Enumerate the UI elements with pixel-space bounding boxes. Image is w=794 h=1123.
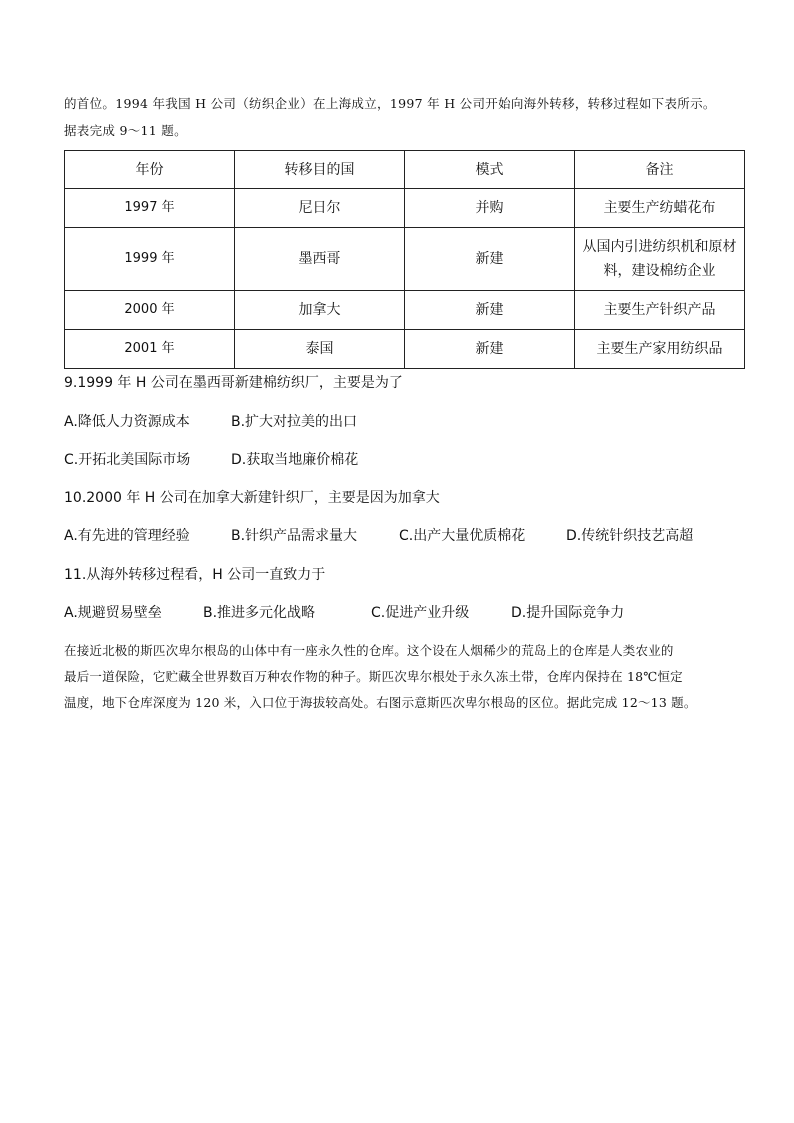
cell-country: 墨西哥 <box>235 228 405 291</box>
header-country: 转移目的国 <box>235 151 405 189</box>
cell-year: 1999 年 <box>65 228 235 291</box>
question-9-option-c: C.开拓北美国际市场 <box>64 452 191 468</box>
cell-year: 1997 年 <box>65 189 235 228</box>
header-note: 备注 <box>575 151 745 189</box>
question-9-option-b: B.扩大对拉美的出口 <box>231 414 358 430</box>
passage-paragraph <box>64 638 764 716</box>
cell-country: 尼日尔 <box>235 189 405 228</box>
intro-paragraph <box>64 90 744 144</box>
header-year: 年份 <box>65 151 235 189</box>
header-mode: 模式 <box>405 151 575 189</box>
transfer-table <box>64 150 745 369</box>
cell-country: 泰国 <box>235 330 405 369</box>
question-10-option-b: B.针织产品需求量大 <box>231 528 358 544</box>
cell-year: 2000 年 <box>65 291 235 330</box>
passage-line-3: 温度，地下仓库深度为 120 米，入口位于海拔较高处。右图示意斯匹次卑尔根岛的区位。据此完成 12～13 题。 <box>64 695 697 710</box>
question-11-option-a: A.规避贸易壁垒 <box>64 605 162 621</box>
question-10-option-d: D.传统针织技艺高超 <box>566 528 694 544</box>
question-11-option-c: C.促进产业升级 <box>371 605 470 621</box>
table-row <box>65 228 745 291</box>
question-9-stem: 9.1999 年 H 公司在墨西哥新建棉纺织厂，主要是为了 <box>64 375 403 391</box>
question-10-option-c: C.出产大量优质棉花 <box>399 528 526 544</box>
question-9-option-a: A.降低人力资源成本 <box>64 414 190 430</box>
question-9-option-d: D.获取当地廉价棉花 <box>231 452 359 468</box>
cell-mode: 并购 <box>405 189 575 228</box>
passage-line-2: 最后一道保险，它贮藏全世界数百万种农作物的种子。斯匹次卑尔根处于永久冻土带，仓库内保持在 18℃恒定 <box>64 669 683 684</box>
cell-note: 主要生产针织产品 <box>575 291 745 330</box>
table-row <box>65 330 745 369</box>
cell-mode: 新建 <box>405 228 575 291</box>
cell-year: 2001 年 <box>65 330 235 369</box>
table-header-row <box>65 151 745 189</box>
cell-note: 从国内引进纺织机和原材料，建设棉纺企业 <box>575 228 745 291</box>
cell-note: 主要生产纺蜡花布 <box>575 189 745 228</box>
question-11-option-d: D.提升国际竞争力 <box>511 605 625 621</box>
intro-line-2: 据表完成 9～11 题。 <box>64 123 187 138</box>
question-10-stem: 10.2000 年 H 公司在加拿大新建针织厂，主要是因为加拿大 <box>64 490 440 506</box>
question-11-option-b: B.推进多元化战略 <box>203 605 316 621</box>
cell-mode: 新建 <box>405 330 575 369</box>
cell-note: 主要生产家用纺织品 <box>575 330 745 369</box>
question-11-stem: 11.从海外转移过程看，H 公司一直致力于 <box>64 567 326 583</box>
intro-line-1: 的首位。1994 年我国 H 公司（纺织企业）在上海成立，1997 年 H 公司开始向海外转移，转移过程如下表所示。 <box>64 96 716 111</box>
cell-mode: 新建 <box>405 291 575 330</box>
passage-line-1: 在接近北极的斯匹次卑尔根岛的山体中有一座永久性的仓库。这个设在人烟稀少的荒岛上的仓库是人类农业的 <box>64 643 674 658</box>
cell-country: 加拿大 <box>235 291 405 330</box>
table-row <box>65 189 745 228</box>
table-row <box>65 291 745 330</box>
question-10-option-a: A.有先进的管理经验 <box>64 528 190 544</box>
